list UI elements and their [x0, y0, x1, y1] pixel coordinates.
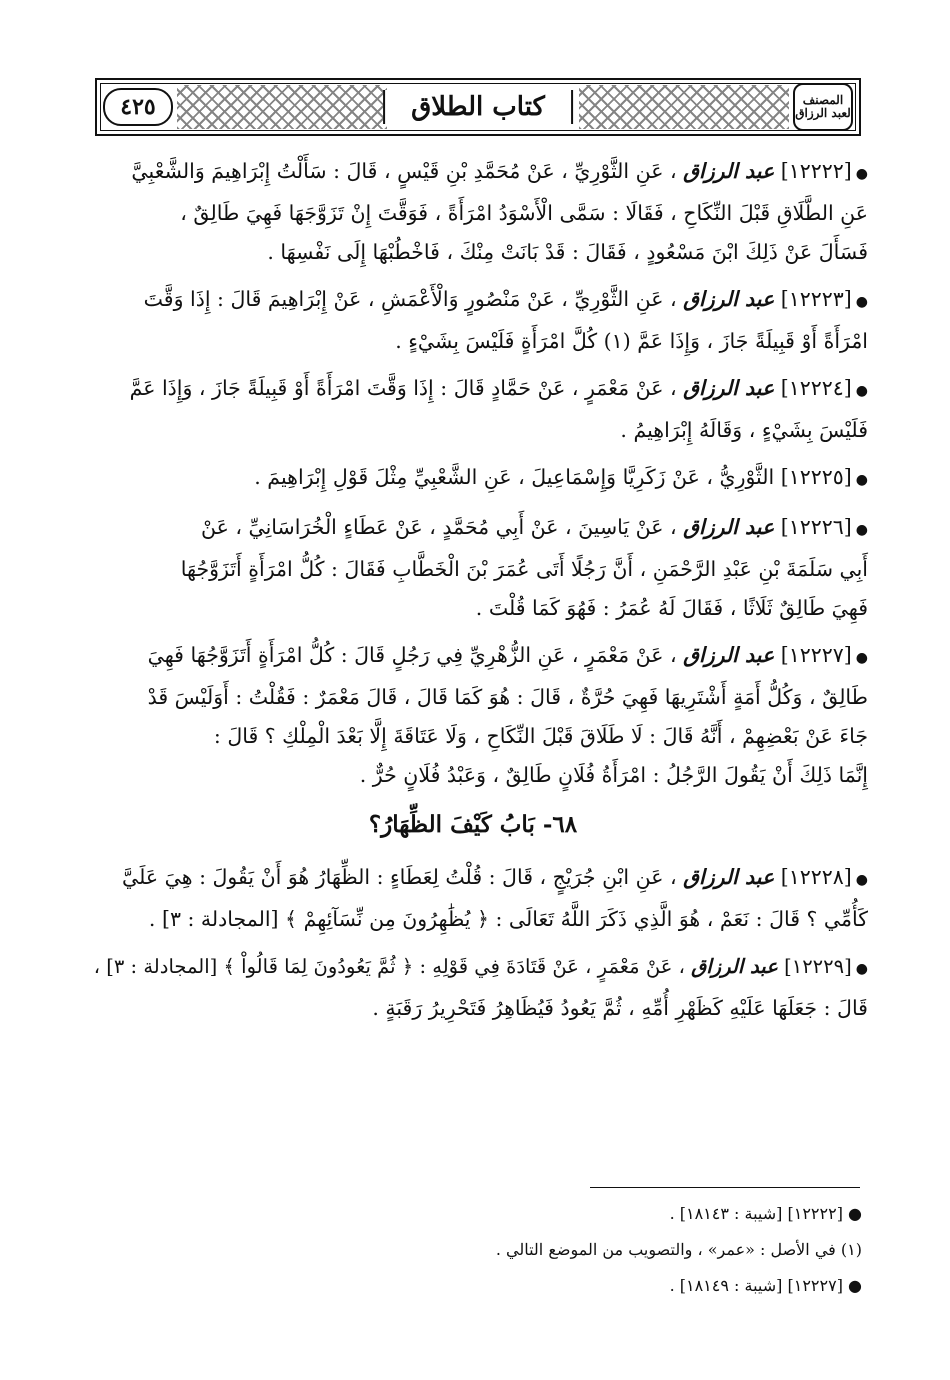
hadith-number: [١٢٢٢٦] [780, 515, 852, 539]
narrator-source: عبد الرزاق [683, 376, 775, 400]
text-line: قَالَ : جَعَلَهَا عَلَيْهِ كَظَهْرِ أُمِّهِ ، ثُمَّ يَعُودُ فَيُظَاهِرُ فَتَحْرِيرُ رَقَبَةٍ . [372, 996, 868, 1020]
hadith-number: [١٢٢٢٤] [780, 376, 852, 400]
narrator-source: عبد الرزاق [683, 287, 775, 311]
text-line: فَهِيَ طَالِقٌ ثَلَاثًا ، فَقَالَ لَهُ عُمَرُ : فَهُوَ كَمَا قُلْتَ . [475, 596, 868, 620]
text-line-content: ، عَنِ الثَّوْرِيِّ ، عَنْ مُحَمَّدِ بْنِ قَيْسٍ ، قَالَ : سَأَلْتُ إِبْرَاهِيمَ وَالشَّعْبِيَّ [131, 159, 677, 183]
text-line [78, 858, 868, 900]
hadith-number: [١٢٢٢٣] [780, 287, 852, 311]
hadith-entry [78, 152, 868, 272]
bullet-icon: ● [855, 472, 868, 488]
text-line-content: ، عَنِ ابْنِ جُرَيْجٍ ، قَالَ : قُلْتُ لِعَطَاءٍ : الظِّهَارُ هُوَ أَنْ يَقُولَ : هِيَ عَلَيَّ [122, 865, 677, 889]
hadith-number: [١٢٢٢٥] [780, 465, 852, 489]
footnote-item: (١) في الأصل : «عمر» ، والتصويب من الموضع التالي . [495, 1240, 862, 1259]
footnotes [82, 1196, 862, 1304]
chapter-title: كتاب الطلاق [383, 90, 573, 124]
narrator-source: عبد الرزاق [683, 643, 775, 667]
hadith-entry [78, 508, 868, 628]
text-line [78, 508, 868, 550]
text-line: امْرَأَةً أَوْ قَبِيلَةً جَازَ ، وَإِذَا عَمَّ (١) كُلَّ امْرَأَةٍ فَلَيْسَ بِشَيْءٍ . [395, 329, 868, 353]
bullet-icon: ● [855, 961, 868, 977]
section-heading: ٦٨- بَابُ كَيْفَ الظِّهَارُ؟ [368, 811, 578, 838]
text-line [78, 947, 868, 989]
hadith-number: [١٢٢٢٧] [780, 643, 852, 667]
text-line: فَلَيْسَ بِشَيْءٍ ، وَقَالَهُ إِبْرَاهِيمُ . [620, 418, 868, 442]
text-line [78, 458, 868, 500]
text-line [78, 636, 868, 678]
narrator-source: عبد الرزاق [683, 865, 775, 889]
text-line-content: ، عَنِ الثَّوْرِيِّ ، عَنْ مَنْصُورٍ وَالْأَعْمَشِ ، عَنْ إِبْرَاهِيمَ قَالَ : إِذَا وَقَّتَ [143, 287, 677, 311]
text-line: فَسَأَلَ عَنْ ذَلِكَ ابْنَ مَسْعُودٍ ، فَقَالَ : قَدْ بَانَتْ مِنْكَ ، فَاخْطُبْهَا إِلَى نَفْسِهَا . [267, 240, 868, 264]
page-number: ٤٢٥ [103, 88, 173, 126]
narrator-source: عبد الرزاق [683, 159, 775, 183]
text-line [78, 280, 868, 322]
text-line-content: الثَّوْرِيُّ ، عَنْ زَكَرِيَّا وَإِسْمَاعِيلَ ، عَنِ الشَّعْبِيِّ مِثْلَ قَوْلِ إِبْرَاهِيمَ . [254, 465, 775, 489]
text-line: كَأُمِّي ؟ قَالَ : نَعَمْ ، هُوَ الَّذِي ذَكَرَ اللَّهُ تَعَالَى : ﴿ يُظَٰهِرُونَ مِن نِّسَآئِهِمْ ﴾ [المجادلة : ٣] . [148, 907, 868, 931]
hadith-entry [78, 369, 868, 450]
hadith-number: [١٢٢٢٢] [780, 159, 852, 183]
narrator-source: عبد الرزاق [683, 515, 775, 539]
main-text [78, 152, 868, 1036]
hadith-number: [١٢٢٢٩] [784, 955, 852, 978]
hadith-entry [78, 280, 868, 361]
text-line-content: ، عَنْ مَعْمَرٍ ، عَنِ الزُّهْرِيِّ فِي رَجُلٍ قَالَ : كُلُّ امْرَأَةٍ أَتَزَوَّجُهَا فَهِيَ [147, 643, 677, 667]
text-line: إِنَّمَا ذَلِكَ أَنْ يَقُولَ الرَّجُلُ : امْرَأَةُ فُلَانٍ طَالِقٌ ، وَعَبْدُ فُلَانٍ حُرٌّ . [359, 763, 868, 787]
hadith-entry [78, 947, 868, 1028]
footnote-divider [590, 1187, 860, 1188]
bullet-icon: ● [855, 872, 868, 888]
bullet-icon: ● [855, 650, 868, 666]
text-line: طَالِقٌ ، وَكُلُّ أَمَةٍ أَشْتَرِيهَا فَهِيَ حُرَّةٌ ، قَالَ : هُوَ كَمَا قَالَ ، قَالَ مَعْمَرٌ : فَقُلْتُ : أَوَلَيْسَ قَدْ [147, 685, 868, 709]
bullet-icon: ● [855, 383, 868, 399]
header-ornament-right [579, 85, 789, 129]
narrator-source: عبد الرزاق [691, 955, 778, 978]
hadith-entry [78, 858, 868, 939]
text-line-content: ، عَنْ يَاسِينَ ، عَنْ أَبِي مُحَمَّدٍ ، عَنْ عَطَاءٍ الْخُرَاسَانِيِّ ، عَنْ [201, 515, 677, 539]
text-line: جَاءَ عَنْ بَعْضِهِمْ ، أَنَّهُ قَالَ : لَا طَلَاقَ قَبْلَ النِّكَاحِ ، وَلَا عَتَاقَةَ إِلَّا بَعْدَ الْمِلْكِ ؟ قَالَ : [213, 724, 868, 748]
bullet-icon: ● [855, 166, 868, 182]
hadith-entry [78, 636, 868, 795]
hadith-number: [١٢٢٢٨] [780, 865, 852, 889]
footnote-item: ● [١٢٢٢٧] [شيبة : ١٨١٤٩] . [669, 1276, 862, 1295]
text-line-content: ، عَنْ مَعْمَرٍ ، عَنْ حَمَّادٍ قَالَ : إِذَا وَقَّتَ امْرَأَةً أَوْ قَبِيلَةً جَازَ ، وَإِذَا عَمَّ [129, 376, 677, 400]
hadith-entry [78, 458, 868, 500]
text-line: عَنِ الطَّلَاقِ قَبْلَ النِّكَاحِ ، فَقَالَا : سَمَّى الْأَسْوَدُ امْرَأَةً ، فَوَقَّتَ إِنْ تَزَوَّجَهَا فَهِيَ طَالِقٌ ، [180, 201, 868, 225]
footnote-item: ● [١٢٢٢٢] [شيبة : ١٨١٤٣] . [669, 1204, 862, 1223]
bullet-icon: ● [855, 294, 868, 310]
text-line-content: ، عَنْ مَعْمَرٍ ، عَنْ قَتَادَةَ فِي قَوْلِهِ : ﴿ ثُمَّ يَعُودُونَ لِمَا قَالُواْ ﴾ [المجادلة : ٣] ، [93, 955, 685, 978]
header-ornament-left [177, 85, 387, 129]
text-line [78, 152, 868, 194]
page-header [95, 78, 861, 136]
bullet-icon: ● [855, 522, 868, 538]
text-line: أَبِي سَلَمَةَ بْنِ عَبْدِ الرَّحْمَنِ ، أَنَّ رَجُلًا أَتَى عُمَرَ بْنَ الْخَطَّابِ فَقَالَ : كُلُّ امْرَأَةٍ أَتَزَوَّجُهَا [180, 557, 868, 581]
text-line [78, 369, 868, 411]
book-logo: المصنف لعبد الرزاق [793, 83, 853, 131]
